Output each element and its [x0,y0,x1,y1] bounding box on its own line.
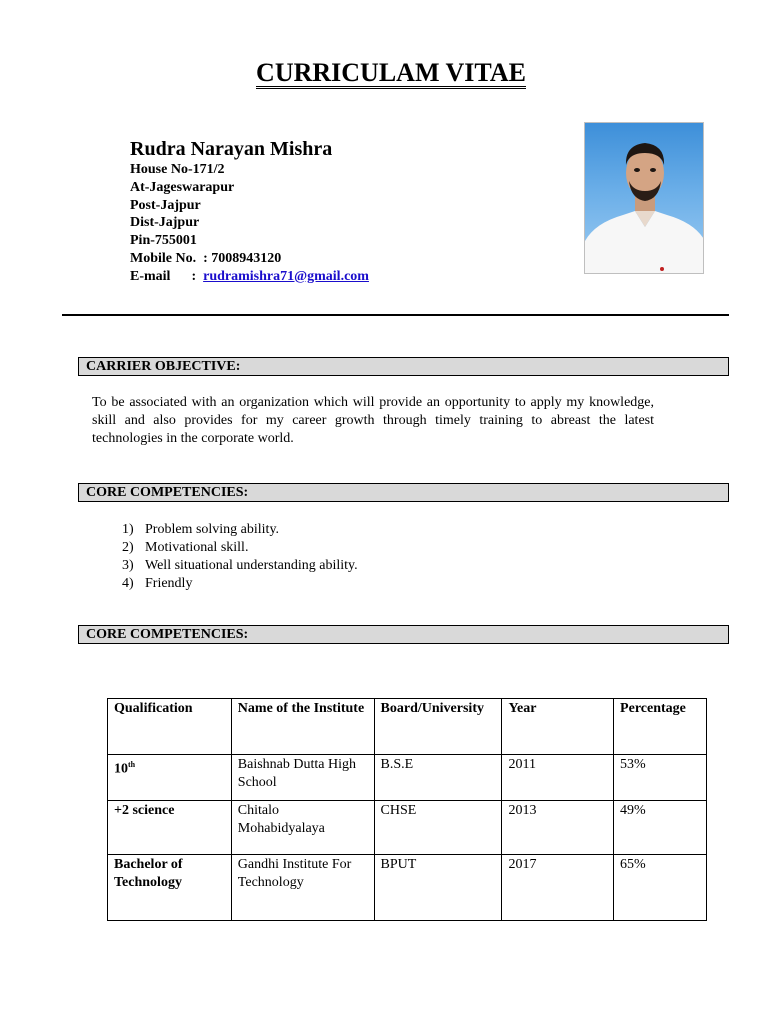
table-row [108,801,707,855]
address-dist: Dist-Jajpur [130,215,200,231]
table-header-row [108,699,707,755]
contact-block [130,137,369,286]
education-heading: CORE COMPETENCIES: [78,625,729,644]
cell-percentage: 53% [614,755,707,801]
cell-qualification: Bachelor of Technology [108,855,232,921]
cell-institute: Baishnab Dutta High School [231,755,374,801]
qualification-text: 10 [114,761,128,777]
address-at: At-Jageswarapur [130,179,235,195]
address-house: House No-171/2 [130,162,225,177]
address-pin: Pin-755001 [130,233,197,249]
list-item [122,575,358,593]
list-item [122,521,358,539]
header-divider [62,314,729,316]
cell-board: CHSE [374,801,502,855]
page-title-text: CURRICULAM VITAE [256,58,526,87]
list-item-text: Friendly [145,576,193,591]
person-portrait-icon [585,123,704,274]
mobile-label: Mobile No. : [130,250,212,266]
list-item-number: 3) [122,558,134,573]
list-item-number: 4) [122,576,134,591]
cell-year: 2011 [502,755,614,801]
column-header-institute: Name of the Institute [231,699,374,755]
qualification-superscript: th [128,760,136,769]
list-item-number: 1) [122,522,134,537]
mobile-number: 7008943120 [211,250,282,266]
cell-board: BPUT [374,855,502,921]
profile-photo [584,122,704,274]
list-item [122,539,358,557]
email-label: E-mail : [130,268,204,284]
education-table [107,698,707,921]
cell-qualification: +2 science [108,801,232,855]
column-header-qualification: Qualification [108,699,232,755]
column-header-board: Board/University [374,699,502,755]
objective-heading: CARRIER OBJECTIVE: [78,357,729,376]
competencies-heading: CORE COMPETENCIES: [78,483,729,502]
list-item-text: Well situational understanding ability. [145,558,358,573]
page-title [0,56,768,90]
cell-year: 2017 [502,855,614,921]
column-header-percentage: Percentage [614,699,707,755]
list-item-text: Motivational skill. [145,540,249,555]
objective-text: To be associated with an organization which will provide an opportunity to apply my knowledge, skill and also provides for my career growth through timely training to abreast the latest technologies in the corporate world. [92,395,654,446]
column-header-year: Year [502,699,614,755]
email-link[interactable]: rudramishra71@gmail.com [203,268,369,284]
list-item [122,557,358,575]
address-post: Post-Jajpur [130,197,201,213]
cell-board: B.S.E [374,755,502,801]
cell-institute: Chitalo Mohabidyalaya [231,801,374,855]
cell-percentage: 65% [614,855,707,921]
mobile-line [130,250,369,268]
cell-institute: Gandhi Institute For Technology [231,855,374,921]
email-line [130,268,369,286]
list-item-number: 2) [122,540,134,555]
competencies-list [122,521,358,593]
cell-qualification [108,755,232,801]
table-row [108,755,707,801]
table-row [108,855,707,921]
candidate-name: Rudra Narayan Mishra [130,138,333,160]
list-item-text: Problem solving ability. [145,522,280,537]
cell-percentage: 49% [614,801,707,855]
cell-year: 2013 [502,801,614,855]
